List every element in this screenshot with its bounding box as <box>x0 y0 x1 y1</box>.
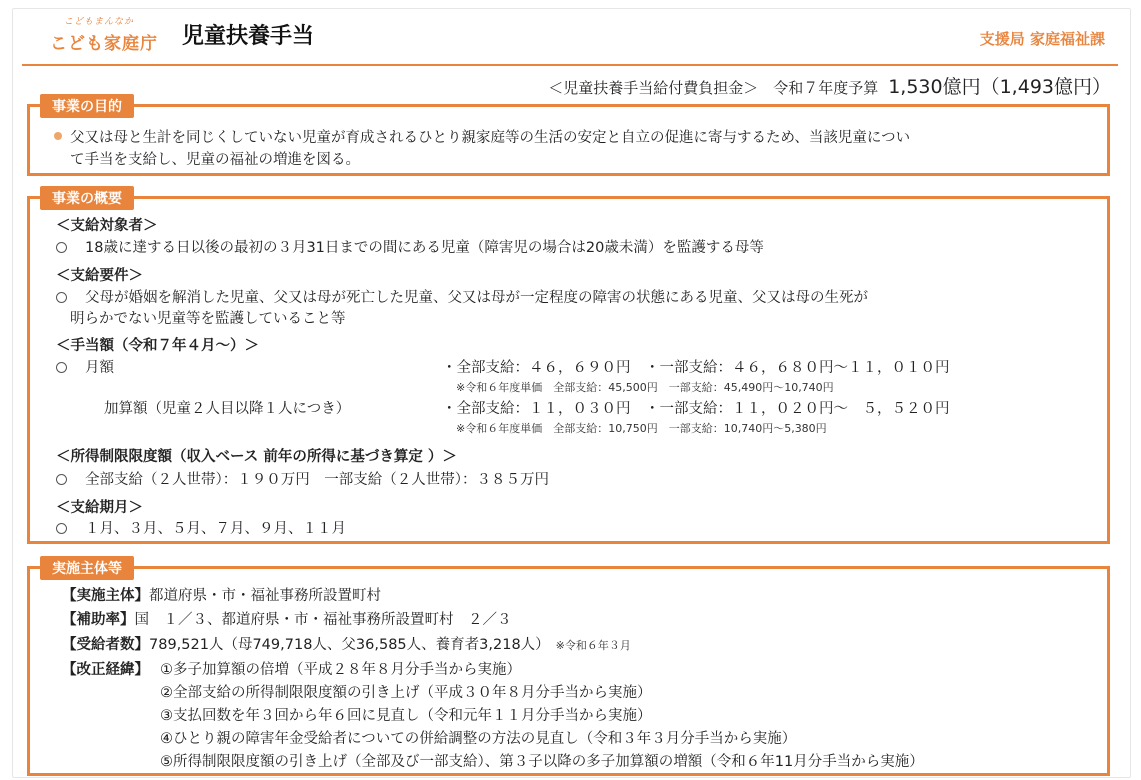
department-label: 支援局 家庭福祉課 <box>979 30 1105 48</box>
recipients-row <box>62 633 631 654</box>
recipients-text: 789,521人（母749,718人、父36,585人、養育者3,218人） <box>149 637 550 653</box>
monthly-values: ・全部支給：４６，６９０円 ・一部支給：４６，６８０円～１１，０１０円 <box>442 360 950 376</box>
history-item-5: ⑤所得制限限度額の引き上げ（全部及び一部支給）、第３子以降の多子加算額の増額（令和６年11月分手当から実施） <box>160 754 924 770</box>
purpose-line-2: て手当を支給し、児童の福祉の増進を図る。 <box>70 152 360 168</box>
monthly-label: 月額 <box>56 356 114 377</box>
addition-label: 加算額（児童２人目以降１人につき） <box>104 401 351 417</box>
payment-period-text: １月、３月、５月、７月、９月、１１月 <box>56 517 346 538</box>
income-limit-heading: ＜所得制限限度額（収入ベース 前年の所得に基づき算定 ）＞ <box>56 449 457 465</box>
recipients-note: ※令和６年３月 <box>555 639 631 652</box>
purpose-tag: 事業の目的 <box>40 94 134 118</box>
history-item-2: ②全部支給の所得制限限度額の引き上げ（平成３０年８月分手当から実施） <box>160 685 652 701</box>
rate-row <box>62 608 512 629</box>
circle-bullet-icon <box>56 292 67 303</box>
entity-text: 都道府県・市・福祉事務所設置町村 <box>149 588 381 604</box>
purpose-line-1: 父又は母と生計を同じくしていない児童が育成されるひとり親家庭等の生活の安定と自立の促進に寄与するため、当該児童につい <box>54 126 910 147</box>
rate-text: 国 １／３、都道府県・市・福祉事務所設置町村 ２／３ <box>134 612 512 628</box>
page-title: 児童扶養手当 <box>182 24 315 49</box>
overview-tag: 事業の概要 <box>40 186 134 210</box>
target-heading: ＜支給対象者＞ <box>56 218 158 234</box>
budget-line <box>548 72 1111 99</box>
header-divider <box>22 64 1118 66</box>
history-item-1: ①多子加算額の倍増（平成２８年８月分手当から実施） <box>160 662 521 678</box>
history-label: 【改正経緯】 <box>62 662 149 678</box>
monthly-note: ※令和６年度単価 全部支給：45,500円 一部支給：45,490円～10,740円 <box>456 381 834 394</box>
addition-note: ※令和６年度単価 全部支給：10,750円 一部支給：10,740円～5,380円 <box>456 422 827 435</box>
history-item-4: ④ひとり親の障害年金受給者についての併給調整の方法の見直し（令和３年３月分手当から実施） <box>160 731 797 747</box>
addition-values: ・全部支給：１１，０３０円 ・一部支給：１１，０２０円～ ５，５２０円 <box>442 401 950 417</box>
recipients-label: 【受給者数】 <box>62 637 149 653</box>
payment-period-heading: ＜支給期月＞ <box>56 500 143 516</box>
bullet-icon <box>54 132 62 140</box>
circle-bullet-icon <box>56 474 67 485</box>
history-item-3: ③支払回数を年３回から年６回に見直し（令和元年１１月分手当から実施） <box>160 708 652 724</box>
entity-row <box>62 584 381 605</box>
logo-tagline: こどもまんなか <box>64 17 135 27</box>
requirements-text-2: 明らかでない児童等を監護していること等 <box>70 311 346 327</box>
implementation-tag: 実施主体等 <box>40 556 134 580</box>
amount-heading: ＜手当額（令和７年４月～）＞ <box>56 338 259 354</box>
circle-bullet-icon <box>56 523 67 534</box>
rate-label: 【補助率】 <box>62 612 135 628</box>
agency-logo <box>44 14 156 54</box>
income-limit-text: 全部支給（２人世帯）：１９０万円 一部支給（２人世帯）：３８５万円 <box>56 468 549 489</box>
requirements-text-1: 父母が婚姻を解消した児童、父又は母が死亡した児童、父又は母が一定程度の障害の状態にある児童、父又は母の生死が <box>56 286 868 307</box>
requirements-heading: ＜支給要件＞ <box>56 268 143 284</box>
circle-bullet-icon <box>56 242 67 253</box>
budget-label: ＜児童扶養手当給付費負担金＞ 令和７年度予算 <box>548 79 879 97</box>
logo-text: こども家庭庁 <box>50 34 158 54</box>
circle-bullet-icon <box>56 362 67 373</box>
budget-amount: 1,530億円（1,493億円） <box>888 76 1111 98</box>
target-text: 18歳に達する日以後の最初の３月31日までの間にある児童（障害児の場合は20歳未満）を監護する母等 <box>56 236 764 257</box>
entity-label: 【実施主体】 <box>62 588 149 604</box>
